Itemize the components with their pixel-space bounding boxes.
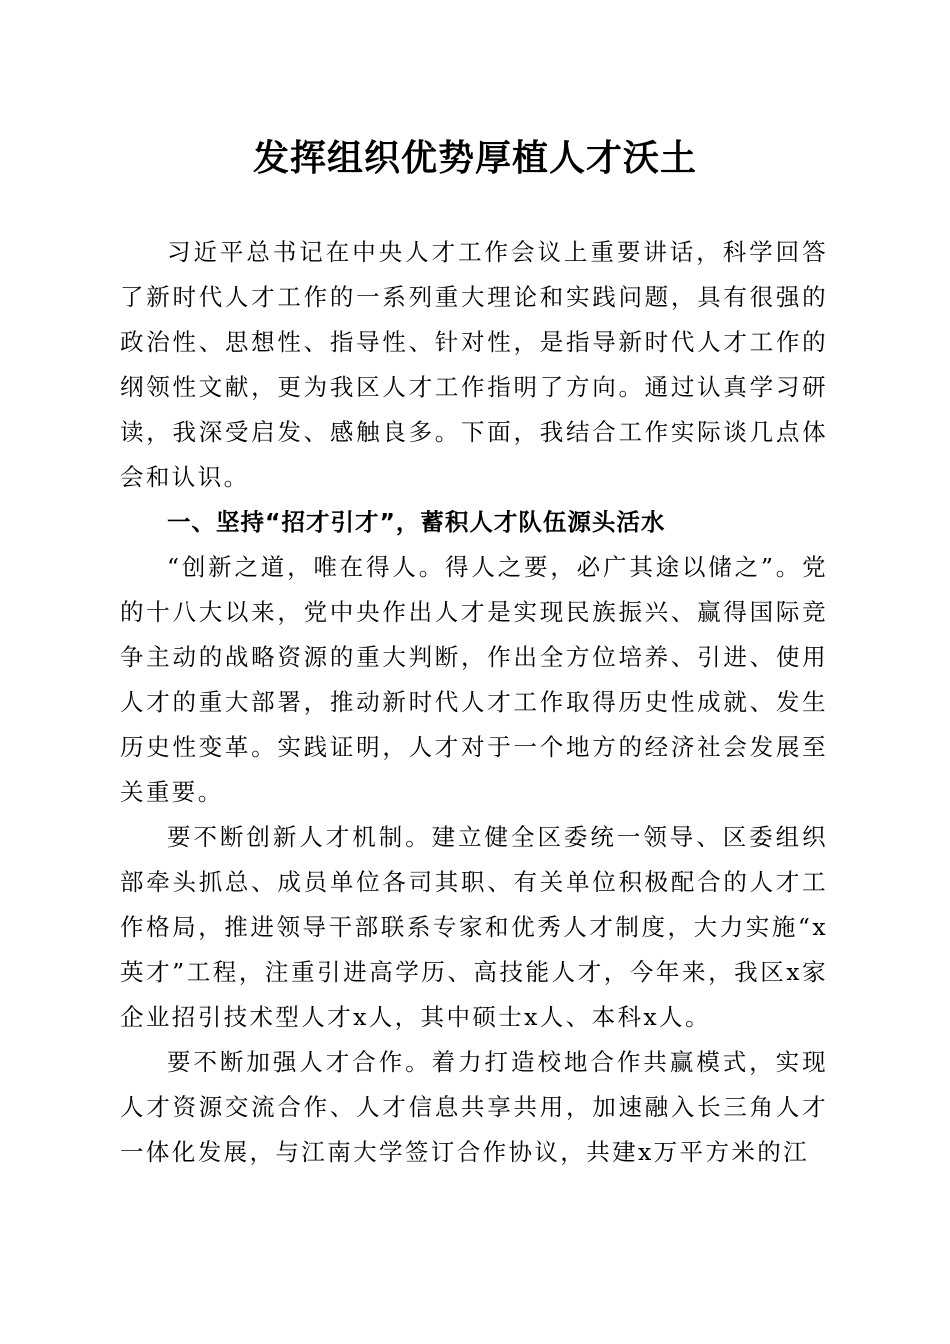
section-heading: 一、坚持“招才引才”，蓄积人才队伍源头活水 <box>167 508 666 536</box>
body-paragraph: 要不断创新人才机制。建立健全区委统一领导、区委组织部牵头抓总、成员单位各司其职、有关单位积极配合的人才工作格局，推进领导干部联系专家和优秀人才制度，大力实施“x英才”工程，注重引进高学历、高技能人才，今年来，我区x家企业招引技术型人才x人，其中硕士x人、本科x人。 <box>120 823 828 1031</box>
body-paragraph: “创新之道，唯在得人。得人之要，必广其途以储之”。党的十八大以来，党中央作出人才是实现民族振兴、赢得国际竞争主动的战略资源的重大判断，作出全方位培养、引进、使用人才的重大部署，推动新时代人才工作取得历史性成就、发生历史性变革。实践证明，人才对于一个地方的经济社会发展至关重要。 <box>120 553 828 806</box>
intro-paragraph: 习近平总书记在中央人才工作会议上重要讲话，科学回答了新时代人才工作的一系列重大理论和实践问题，具有很强的政治性、思想性、指导性、针对性，是指导新时代人才工作的纲领性文献，更为我区人才工作指明了方向。通过认真学习研读，我深受启发、感触良多。下面，我结合工作实际谈几点体会和认识。 <box>120 238 828 491</box>
document-title: 发挥组织优势厚植人才沃土 <box>252 137 697 179</box>
document-body <box>120 230 828 1175</box>
body-paragraph: 要不断加强人才合作。着力打造校地合作共赢模式，实现人才资源交流合作、人才信息共享共用，加速融入长三角人才一体化发展，与江南大学签订合作协议，共建x万平方米的江 <box>120 1048 828 1166</box>
